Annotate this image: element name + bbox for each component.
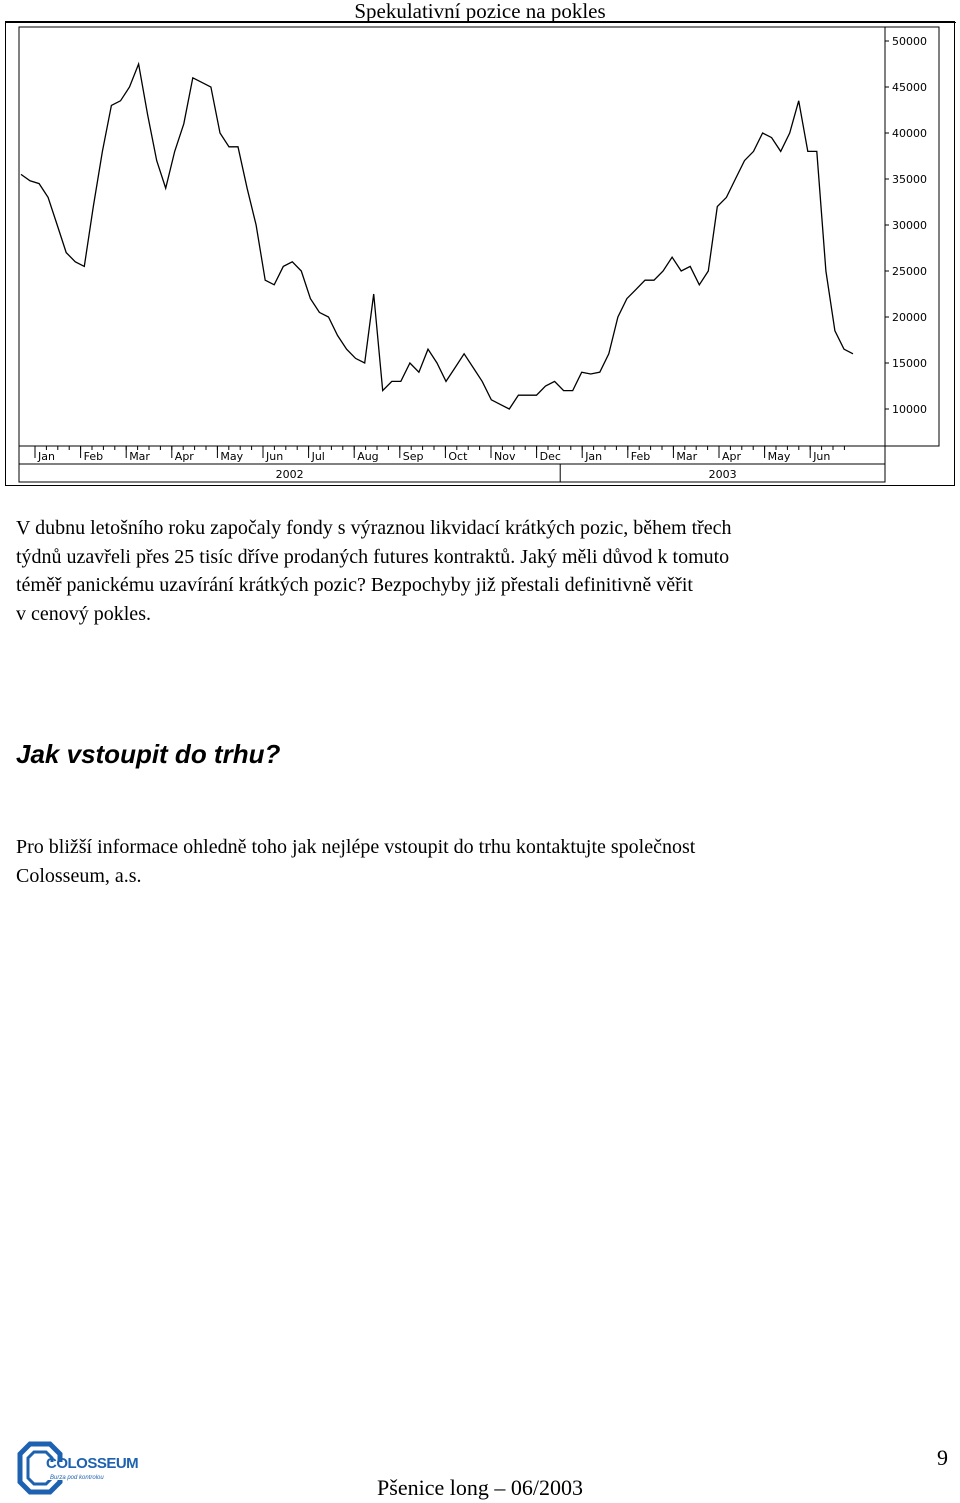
month-label: Dec <box>539 450 561 463</box>
page-number: 9 <box>937 1445 948 1470</box>
logo-subtext: Burza pod kontrolou <box>50 1475 104 1481</box>
paragraph-line: téměř panickému uzavírání krátkých pozic? Bezpochyby již přestali definitivně věřit <box>16 574 693 596</box>
month-label: Jan <box>38 450 55 463</box>
month-label: Oct <box>448 450 468 463</box>
y-tick-label: 10000 <box>892 403 927 416</box>
month-label: Nov <box>494 450 516 463</box>
section-heading: Jak vstoupit do trhu? <box>16 739 281 769</box>
plot-area <box>19 27 939 446</box>
year-label: 2002 <box>275 468 304 481</box>
speculative-positions-chart <box>5 21 955 486</box>
y-tick-label: 30000 <box>892 219 927 232</box>
logo-wordmark: COLOSSEUM <box>46 1455 139 1472</box>
month-label: May <box>767 450 791 463</box>
month-label: Feb <box>83 450 104 463</box>
y-tick-label: 20000 <box>892 311 927 324</box>
month-label: Apr <box>174 450 194 463</box>
month-label: Jun <box>813 450 831 463</box>
paragraph-line: V dubnu letošního roku započaly fondy s výraznou likvidací krátkých pozic, během třech <box>16 517 732 539</box>
y-tick-label: 40000 <box>892 127 927 140</box>
month-label: Jul <box>311 450 325 463</box>
month-label: Sep <box>402 450 424 463</box>
paragraph-line: Colosseum, a.s. <box>16 864 142 887</box>
month-label: Mar <box>676 450 698 463</box>
y-tick-label: 45000 <box>892 81 927 94</box>
month-label: May <box>220 450 244 463</box>
paragraph-line: Pro bližší informace ohledně toho jak nejlépe vstoupit do trhu kontaktujte společnost <box>16 836 696 858</box>
month-label: Feb <box>630 450 651 463</box>
y-tick-label: 15000 <box>892 357 927 370</box>
paragraph-line: v cenový pokles. <box>16 602 151 625</box>
month-label: Aug <box>357 450 379 463</box>
y-tick-label: 25000 <box>892 265 927 278</box>
month-label: Jan <box>585 450 603 463</box>
month-label: Apr <box>722 450 742 463</box>
footer-text: Pšenice long – 06/2003 <box>377 1475 583 1500</box>
paragraph-line: týdnů uzavřeli přes 25 tisíc dříve prodaných futures kontraktů. Jaký měli důvod k tomuto <box>16 545 730 568</box>
page-title: Spekulativní pozice na pokles <box>354 0 606 23</box>
year-label: 2003 <box>708 468 737 481</box>
paragraph-1 <box>16 514 945 628</box>
month-label: Mar <box>129 450 150 463</box>
month-label: Jun <box>266 450 284 463</box>
y-tick-label: 50000 <box>892 35 927 48</box>
y-tick-label: 35000 <box>892 173 927 186</box>
paragraph-2 <box>16 833 945 890</box>
